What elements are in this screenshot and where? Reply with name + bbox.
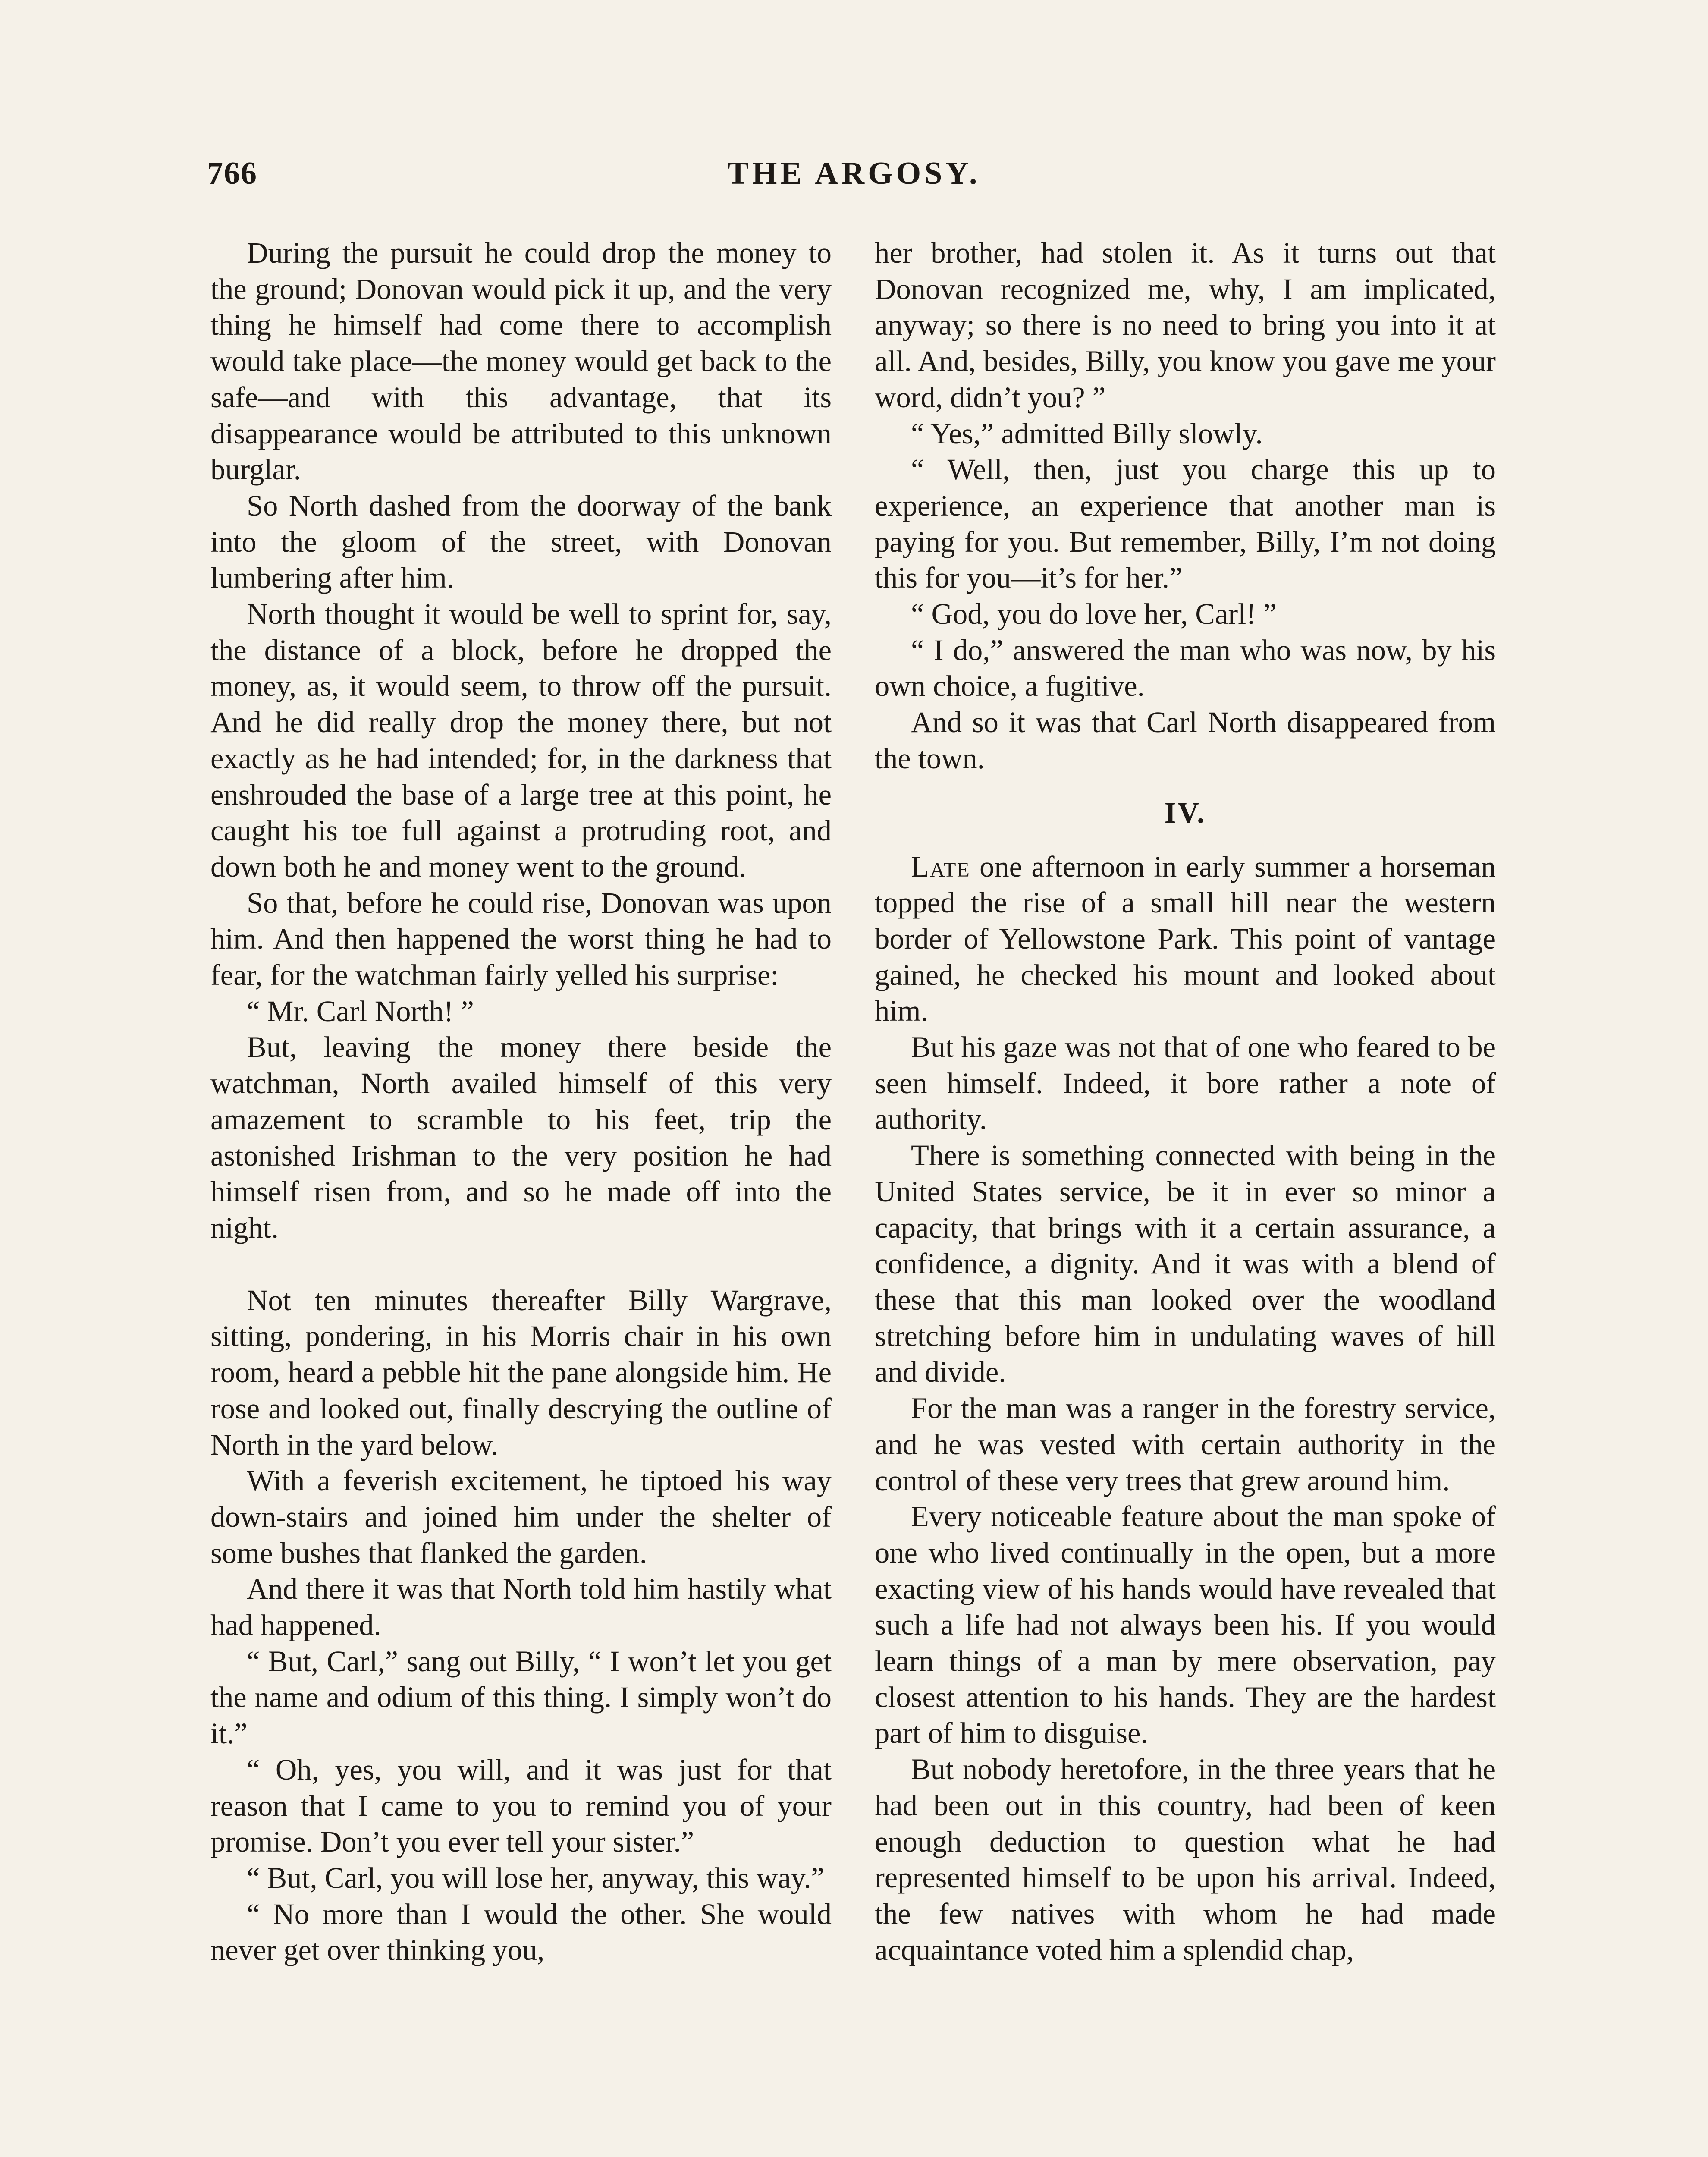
paragraph: And there it was that North told him hastily what had happened. — [210, 1572, 832, 1642]
paragraph: But nobody heretofore, in the three years that he had been out in this country, had been of keen enough deduction to question what he had represented himself to be upon his arrival. Indeed, the few natives with whom he had made acquaintance voted him a splendid chap, — [875, 1753, 1496, 1966]
paragraph: “ Yes,” admitted Billy slowly. — [911, 417, 1263, 450]
paragraph: But his gaze was not that of one who feared to be seen himself. Indeed, it bore rather a note of authority. — [875, 1031, 1496, 1136]
paragraph: “ But, Carl,” sang out Billy, “ I won’t let you get the name and odium of this thing. I simply won’t do it.” — [210, 1644, 832, 1750]
paragraph: “ God, you do love her, Carl! ” — [911, 597, 1277, 631]
paragraph: With a feverish excitement, he tiptoed his way down-stairs and joined him under the shelter of some bushes that flanked the garden. — [210, 1464, 832, 1569]
paragraph: For the man was a ranger in the forestry service, and he was vested with certain authority in the control of these very trees that grew around him. — [875, 1392, 1496, 1497]
paragraph: “ I do,” answered the man who was now, by his own choice, a fugitive. — [875, 633, 1496, 703]
paragraph: Not ten minutes thereafter Billy Wargrave, sitting, pondering, in his Morris chair in his own room, heard a pebble hit the pane alongside him. He rose and looked out, finally descrying the outline of North in the yard below. — [210, 1283, 832, 1461]
paragraph-continued: her brother, had stolen it. As it turns out that Donovan recognized me, why, I am implicated, anyway; so there is no need to bring you into it at all. And, besides, Billy, you know you gave me your word, didn’t you? ” — [875, 236, 1496, 414]
section-break — [210, 1246, 832, 1283]
section-opening-paragraph — [875, 849, 1496, 1030]
left-column — [210, 235, 832, 1968]
paragraph: So that, before he could rise, Donovan was upon him. And then happened the worst thing he had to fear, for the watchman fairly yelled his surprise: — [210, 886, 832, 992]
section-opening-smallcaps: Late — [911, 850, 970, 883]
page-header — [207, 155, 1501, 207]
paragraph: North thought it would be well to sprint for, say, the distance of a block, before he dropped the money, as, it would seem, to throw off the pursuit. And he did really drop the money there, but not exactly as he had intended; for, in the darkness that enshrouded the base of a large tree at this point, he caught his toe full against a protruding root, and down both he and money went to the ground. — [210, 597, 832, 883]
paragraph: “ Mr. Carl North! ” — [247, 994, 474, 1028]
paragraph: “ But, Carl, you will lose her, anyway, this way.” — [247, 1861, 825, 1894]
section-opening-text: one afternoon in early summer a horseman topped the rise of a small hill near the western border of Yellowstone Park. This point of vantage gained, he checked his mount and looked about him. — [875, 850, 1496, 1028]
paragraph: There is something connected with being in the United States service, be it in ever so minor a capacity, that brings with it a certain assurance, a confidence, a dignity. And it was with a blend of these that this man looked over the woodland stretching before him in undulating waves of hill and divide. — [875, 1139, 1496, 1389]
right-column — [875, 235, 1496, 1968]
paragraph: And so it was that Carl North disappeared from the town. — [875, 706, 1496, 775]
section-heading: IV. — [1164, 796, 1206, 829]
running-title: THE ARGOSY. — [727, 156, 981, 191]
paragraph: But, leaving the money there beside the watchman, North availed himself of this very amazement to scramble to his feet, trip the astonished Irishman to the very position he had himself risen from, and so he made off into the night. — [210, 1031, 832, 1244]
paragraph: “ Oh, yes, you will, and it was just for that reason that I came to you to remind you of your promise. Don’t you ever tell your sister.” — [210, 1753, 832, 1858]
paragraph: Every noticeable feature about the man spoke of one who lived continually in the open, but a more exacting view of his hands would have revealed that such a life had not always been his. If you would learn things of a man by mere observation, pay closest attention to his hands. They are the hardest part of him to disguise. — [875, 1500, 1496, 1750]
paragraph: “ No more than I would the other. She would never get over thinking you, — [210, 1897, 832, 1967]
paragraph: During the pursuit he could drop the money to the ground; Donovan would pick it up, and the very thing he himself had come there to accomplish would take place—the money would get back to the safe—and with this advantage, that its disappearance would be attributed to this unknown burglar. — [210, 236, 832, 486]
paragraph: So North dashed from the doorway of the bank into the gloom of the street, with Donovan lumbering after him. — [210, 489, 832, 594]
paragraph: “ Well, then, just you charge this up to experience, an experience that another man is paying for you. But remember, Billy, I’m not doing this for you—it’s for her.” — [875, 453, 1496, 594]
page-number: 766 — [207, 156, 257, 191]
